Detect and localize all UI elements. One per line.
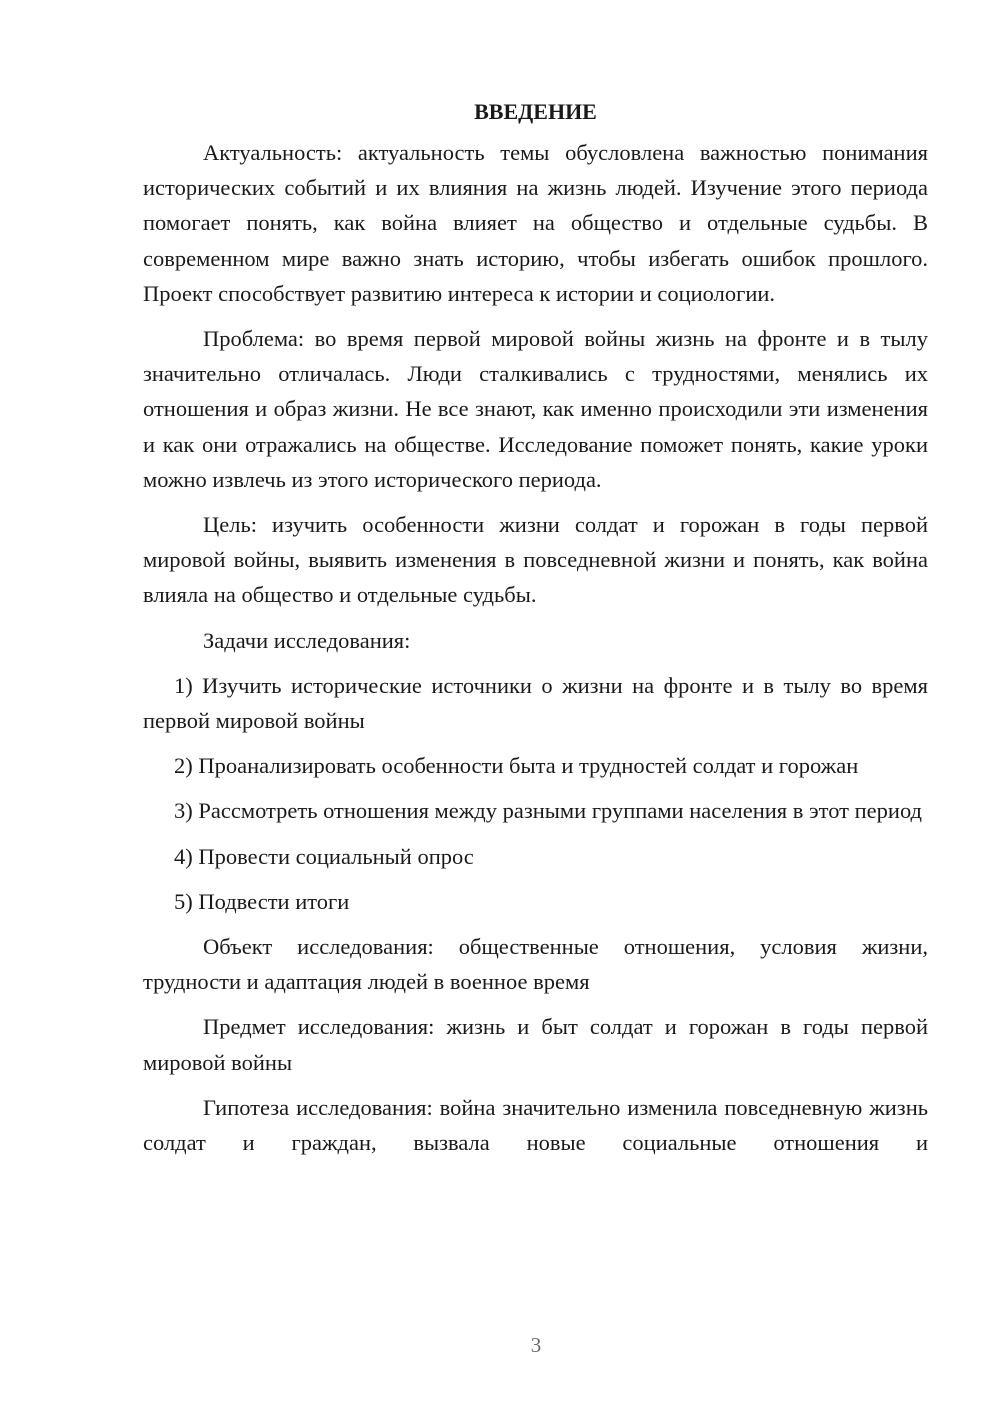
- tasks-title: Задачи исследования:: [203, 627, 411, 653]
- paragraph-relevance: Актуальность: актуальность темы обусловлена важностью понимания исторических событий и их влияния на жизнь людей. Изучение этого периода помогает понять, как война влияет на общество и отдельные судьбы. В современном мире важно знать историю, чтобы избегать ошибок прошлого. Проект способствует развитию интереса к истории и социологии.: [143, 140, 928, 306]
- paragraph-subject: Предмет исследования: жизнь и быт солдат и горожан в годы первой мировой войны: [143, 1014, 928, 1075]
- task-item-4: 4) Провести социальный опрос: [174, 843, 474, 869]
- paragraph-object: Объект исследования: общественные отношения, условия жизни, трудности и адаптация людей в военное время: [143, 934, 928, 995]
- task-item-5: 5) Подвести итоги: [174, 888, 350, 914]
- section-heading: ВВЕДЕНИЕ: [474, 99, 597, 124]
- paragraph-hypothesis: Гипотеза исследования: война значительно изменила повседневную жизнь солдат и граждан, вызвала новые социальные отношения и: [143, 1094, 928, 1156]
- paragraph-goal: Цель: изучить особенности жизни солдат и горожан в годы первой мировой войны, выявить изменения в повседневной жизни и понять, как война влияла на общество и отдельные судьбы.: [143, 512, 928, 608]
- task-item-1: 1) Изучить исторические источники о жизни на фронте и в тылу во время первой мировой войны: [143, 672, 928, 734]
- task-item-3: 3) Рассмотреть отношения между разными группами населения в этот период: [174, 798, 922, 824]
- page-content: [143, 94, 928, 1160]
- page-number: 3: [530, 1333, 542, 1357]
- paragraph-problem: Проблема: во время первой мировой войны жизнь на фронте и в тылу значительно отличалась. Люди сталкивались с трудностями, менялись их отношения и образ жизни. Не все знают, как именно происходили эти изменения и как они отражались на обществе. Исследование поможет понять, какие уроки можно извлечь из этого исторического периода.: [143, 326, 928, 492]
- task-item-2: 2) Проанализировать особенности быта и трудностей солдат и горожан: [174, 753, 859, 779]
